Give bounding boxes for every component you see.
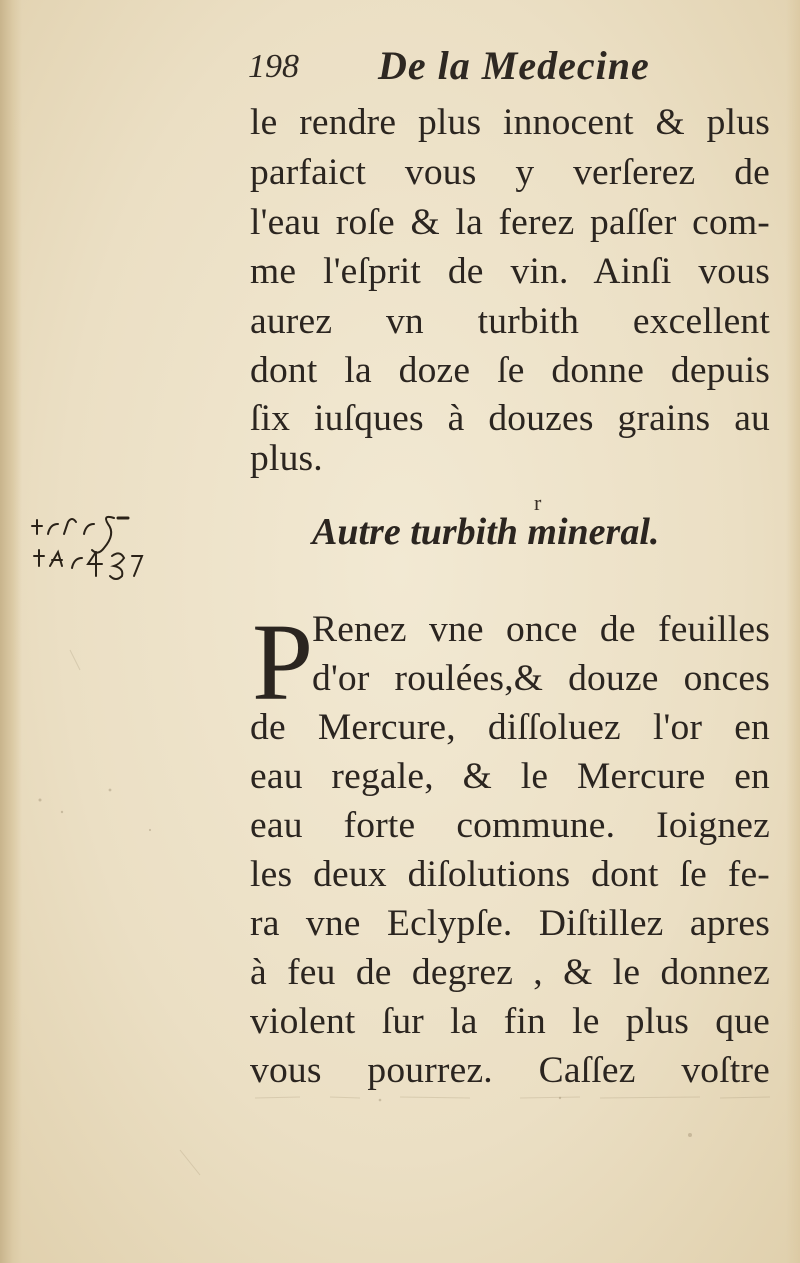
text-line: eau forte commune. Ioignez (250, 805, 770, 846)
text-line: plus. (250, 438, 323, 479)
text-line: eau regale, & le Mercure en (250, 756, 770, 797)
text-line: me l'eſprit de vin. Ainſi vous (250, 251, 770, 292)
handwritten-margin-note (28, 512, 198, 592)
text-line: vous pourrez. Caſſez voſtre (250, 1050, 770, 1091)
text-line: aurez vn turbith excellent (250, 301, 770, 342)
page-header (248, 42, 768, 92)
page-edge-shadow (786, 0, 800, 1263)
text-line: dont la doze ſe donne depuis (250, 350, 770, 391)
text-line: violent ſur la fin le plus que (250, 1001, 770, 1042)
text-line: à feu de degrez , & le donnez (250, 952, 770, 993)
title-insertion-mark: r (534, 490, 542, 515)
page-gutter-shadow (0, 0, 22, 1263)
handwriting-icon (28, 512, 198, 592)
text-line: Renez vne once de feuilles (312, 609, 770, 650)
text-line: le rendre plus innocent & plus (250, 102, 770, 143)
section-title-text: Autre turbith mineral. (312, 511, 660, 553)
text-line: l'eau roſe & la ferez paſſer com- (250, 202, 770, 243)
section-title (312, 490, 660, 554)
running-head: De la Medecine (378, 43, 650, 88)
text-line: de Mercure, diſſoluez l'or en (250, 707, 770, 748)
text-line: les deux diſolutions dont ſe fe- (250, 854, 770, 895)
text-line: d'or roulées,& douze onces (312, 658, 770, 699)
text-line: ra vne Eclypſe. Diſtillez apres (250, 903, 770, 944)
text-line: parfaict vous y verſerez de (250, 152, 770, 193)
drop-cap: P (252, 601, 314, 723)
text-line: ſix iuſques à douzes grains au (250, 398, 770, 439)
page-number: 198 (248, 48, 299, 85)
